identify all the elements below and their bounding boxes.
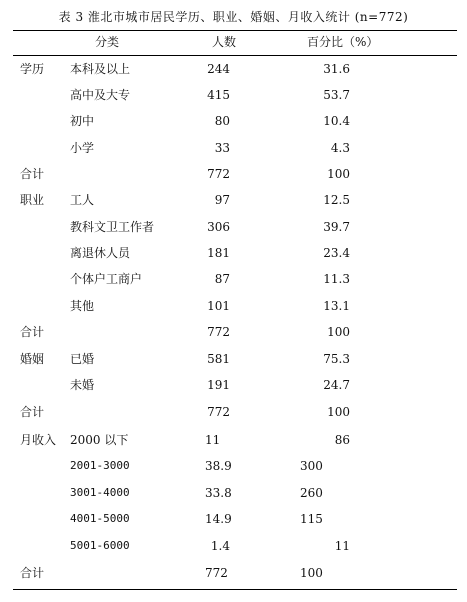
group-label: 婚姻 xyxy=(20,352,45,366)
table-row xyxy=(0,114,467,128)
group-label: 合计 xyxy=(20,167,45,181)
count-value: 244 xyxy=(207,62,230,76)
table-row xyxy=(0,512,467,526)
table-row xyxy=(0,433,467,447)
item-label: 已婚 xyxy=(70,352,95,366)
group-label: 合计 xyxy=(20,566,45,580)
table-row xyxy=(0,141,467,155)
item-label: 其他 xyxy=(70,299,95,313)
table-row xyxy=(0,220,467,234)
table-row-total xyxy=(0,405,467,419)
count-value: 1.4 xyxy=(210,539,230,553)
table-bottom-rule xyxy=(13,589,457,590)
percent-value: 4.3 xyxy=(330,141,350,155)
percent-value: 100 xyxy=(300,566,323,580)
table-row-total xyxy=(0,566,467,580)
percent-value: 75.3 xyxy=(323,352,350,366)
table-row xyxy=(0,246,467,260)
percent-value: 23.4 xyxy=(323,246,350,260)
count-value: 191 xyxy=(207,378,230,392)
count-value: 33.8 xyxy=(205,486,232,500)
table-row xyxy=(0,486,467,500)
count-value: 415 xyxy=(207,88,230,102)
item-label: 本科及以上 xyxy=(70,62,131,76)
table-row xyxy=(0,459,467,473)
table-row xyxy=(0,62,467,76)
item-label: 离退休人员 xyxy=(70,246,131,260)
percent-value: 11 xyxy=(334,539,350,553)
item-label: 3001-4000 xyxy=(70,486,130,499)
count-value: 101 xyxy=(207,299,230,313)
count-value: 38.9 xyxy=(205,459,232,473)
count-value: 581 xyxy=(207,352,230,366)
item-label: 2001-3000 xyxy=(70,459,130,472)
percent-value: 12.5 xyxy=(323,193,350,207)
count-value: 33 xyxy=(214,141,230,155)
item-label: 2000 以下 xyxy=(70,433,129,447)
percent-value: 100 xyxy=(327,405,350,419)
header-percent: 百分比（%） xyxy=(307,35,379,49)
item-label: 小学 xyxy=(70,141,95,155)
count-value: 181 xyxy=(207,246,230,260)
item-label: 高中及大专 xyxy=(70,88,131,102)
item-label: 初中 xyxy=(70,114,95,128)
item-label: 5001-6000 xyxy=(70,539,130,552)
percent-value: 115 xyxy=(300,512,323,526)
item-label: 教科文卫工作者 xyxy=(70,220,155,234)
table-caption: 表 3 淮北市城市居民学历、职业、婚姻、月收入统计 (n=772) xyxy=(58,10,409,24)
group-label: 职业 xyxy=(20,193,45,207)
item-label: 个体户工商户 xyxy=(70,272,143,286)
table-row xyxy=(0,539,467,553)
count-value: 772 xyxy=(207,167,230,181)
count-value: 772 xyxy=(207,405,230,419)
item-label: 工人 xyxy=(70,193,95,207)
percent-value: 53.7 xyxy=(323,88,350,102)
count-value: 306 xyxy=(207,220,230,234)
percent-value: 10.4 xyxy=(323,114,350,128)
item-label: 未婚 xyxy=(70,378,95,392)
percent-value: 39.7 xyxy=(323,220,350,234)
percent-value: 31.6 xyxy=(323,62,350,76)
count-value: 80 xyxy=(214,114,230,128)
group-label: 合计 xyxy=(20,325,45,339)
table-row xyxy=(0,352,467,366)
percent-value: 100 xyxy=(327,325,350,339)
table-row-total xyxy=(0,167,467,181)
count-value: 772 xyxy=(207,325,230,339)
group-label: 学历 xyxy=(20,62,45,76)
table-row xyxy=(0,88,467,102)
count-value: 772 xyxy=(205,566,228,580)
group-label: 月收入 xyxy=(20,433,57,447)
header-count: 人数 xyxy=(212,35,237,49)
table-header-rule xyxy=(13,55,457,56)
table-row-total xyxy=(0,325,467,339)
percent-value: 24.7 xyxy=(323,378,350,392)
table-row xyxy=(0,272,467,286)
group-label: 合计 xyxy=(20,405,45,419)
table-row xyxy=(0,299,467,313)
header-category: 分类 xyxy=(95,35,120,49)
count-value: 11 xyxy=(205,433,221,447)
percent-value: 300 xyxy=(300,459,323,473)
percent-value: 11.3 xyxy=(323,272,350,286)
count-value: 14.9 xyxy=(205,512,232,526)
table-top-rule xyxy=(13,30,457,31)
percent-value: 13.1 xyxy=(323,299,350,313)
percent-value: 86 xyxy=(334,433,350,447)
percent-value: 100 xyxy=(327,167,350,181)
table-row xyxy=(0,378,467,392)
percent-value: 260 xyxy=(300,486,323,500)
item-label: 4001-5000 xyxy=(70,512,130,525)
count-value: 87 xyxy=(214,272,230,286)
table-row xyxy=(0,193,467,207)
count-value: 97 xyxy=(214,193,230,207)
